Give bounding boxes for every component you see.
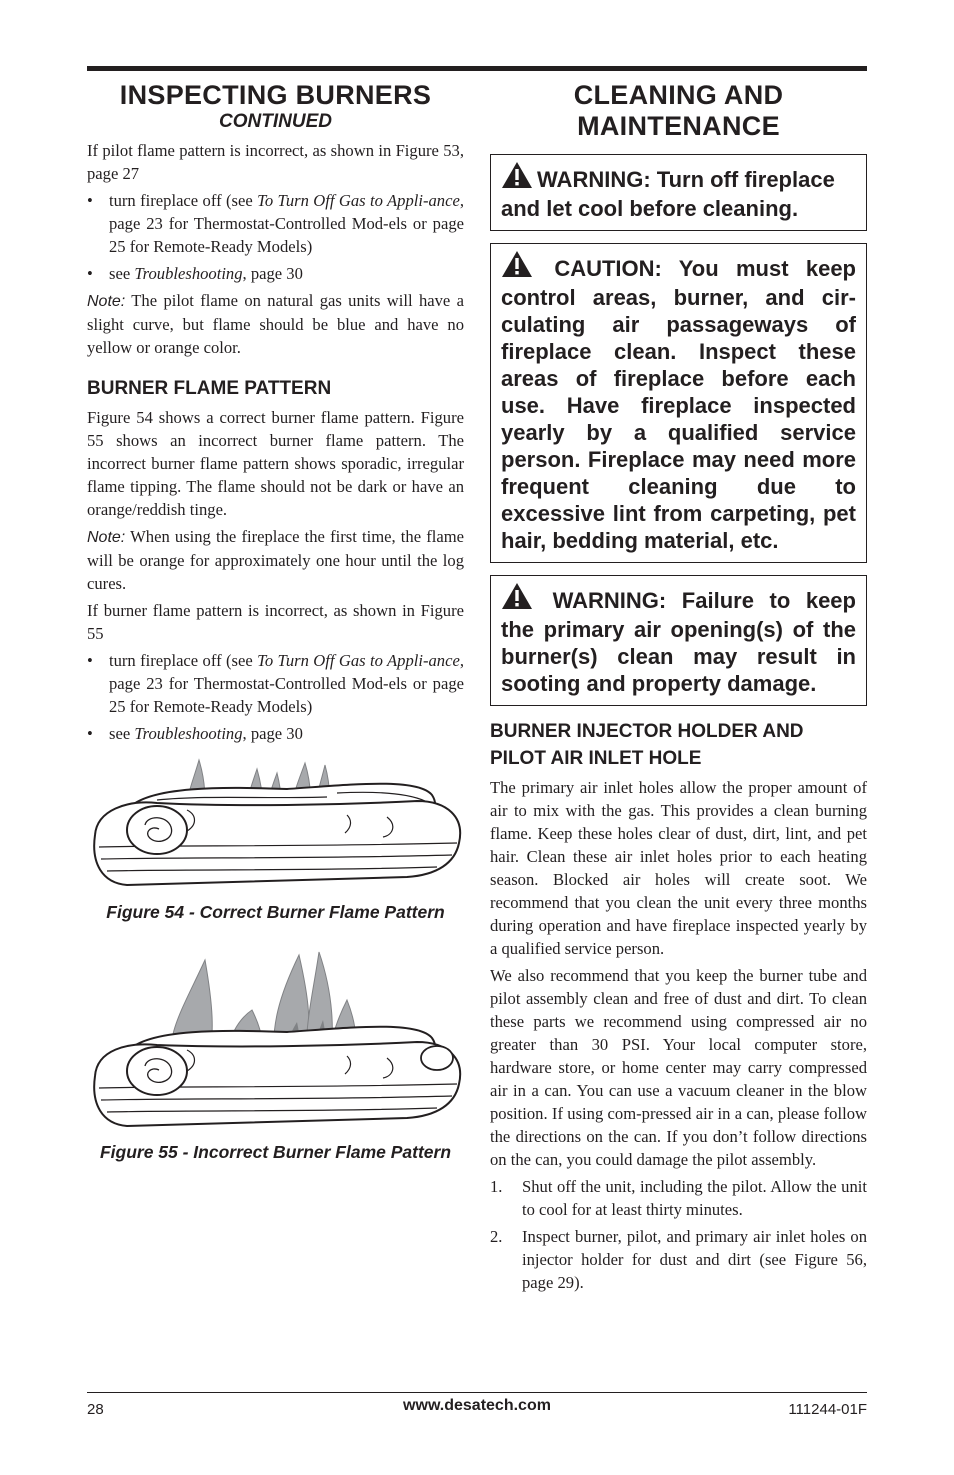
burner-intro: If burner flame pattern is incorrect, as shown in Figure 55	[87, 601, 464, 643]
section-title-cleaning	[490, 80, 867, 142]
warning-triangle-icon	[501, 250, 533, 284]
title-line-2: MAINTENANCE	[577, 111, 780, 141]
list-item: 1. Shut off the unit, including the pilot. Allow the unit to cool for at least thirty minutes.	[490, 1177, 867, 1219]
warning-box-cool	[490, 154, 867, 231]
injector-paragraph-2: We also recommend that you keep the burner tube and pilot assembly clean and free of dust and dirt. To clean these parts we recommend using compressed air no greater than 30 PSI. Your local computer store, hardware store, or home center may carry compressed air in a can. You can use a vacuum cleaner in the blow position. If using com-pressed air in a can, please follow the directions on the can. If you don’t follow directions on the can, you could damage the pilot assembly.	[490, 966, 867, 1169]
heading-burner-flame-pattern: BURNER FLAME PATTERN	[87, 378, 332, 399]
injector-paragraph-1: The primary air inlet holes allow the proper amount of air to mix with the gas. This provides a clean burning flame. Keep these holes clear of dust, dirt, lint, and pet hair. Clean these air inlet holes prior to each heating season. Blocked air holes will create soot. We recommend that you clean the unit every three months during operation and have fireplace inspected yearly by a qualified service person.	[490, 778, 867, 958]
flame-paragraph: Figure 54 shows a correct burner flame pattern. Figure 55 shows an incorrect burner flame pattern. The incorrect burner flame pattern shows sporadic, irregular flame tipping. The flame should not be dark or have an orange/reddish tinge.	[87, 408, 464, 519]
pilot-note: Note: The pilot flame on natural gas units will have a slight curve, but flame should be blue and have no yellow or orange color.	[87, 291, 464, 357]
warning-text-cool: WARNING: Turn off fireplace and let cool before cleaning.	[501, 167, 835, 221]
top-rule	[87, 66, 867, 71]
list-item: • turn fireplace off (see To Turn Off Gas to Appli-ance, page 23 for Thermostat-Controlled Mod-els or page 25 for Remote-Ready Models)	[87, 191, 464, 256]
caution-text: CAUTION: You must keep control areas, burner, and cir-culating air passageways of fireplace clean. Inspect these areas of fireplace before each use. Have fireplace inspected yearly by a qualified service person. Fireplace may need more frequent cleaning due to excessive lint from carpeting, pet hair, bedding material, etc.	[501, 256, 856, 553]
list-item: 2. Inspect burner, pilot, and primary air inlet holes on injector holder for dust and dirt (see Figure 56, page 29).	[490, 1227, 867, 1292]
list-item: • turn fireplace off (see To Turn Off Gas to Appli-ance, page 23 for Thermostat-Controlled Mod-els or page 25 for Remote-Ready Models)	[87, 651, 464, 716]
section-subtitle: CONTINUED	[219, 111, 332, 132]
warning-triangle-icon	[501, 582, 533, 616]
right-column	[490, 80, 867, 1298]
flame-note: Note: When using the fireplace the first time, the flame will be orange for approximately one hour until the log cures.	[87, 527, 464, 593]
heading-burner-injector: BURNER INJECTOR HOLDER AND PILOT AIR INLET HOLE	[490, 721, 804, 769]
figure-54	[87, 755, 464, 924]
document-code: 111244-01F	[788, 1401, 867, 1418]
list-item: • see Troubleshooting, page 30	[87, 264, 303, 283]
left-column	[87, 80, 464, 1164]
cleaning-steps	[490, 1175, 867, 1294]
incorrect-flame-logs-illustration	[87, 950, 464, 1130]
section-title-inspecting-burners: INSPECTING BURNERS	[119, 80, 432, 110]
figure-54-caption: Figure 54 - Correct Burner Flame Pattern	[106, 902, 445, 922]
caution-box	[490, 243, 867, 563]
pilot-bullet-list	[87, 189, 464, 285]
warning-text-sooting: WARNING: Failure to keep the primary air opening(s) of the burner(s) clean may result in sooting and property damage.	[501, 588, 856, 696]
warning-box-sooting	[490, 575, 867, 706]
page-footer	[87, 1392, 867, 1418]
burner-bullet-list	[87, 649, 464, 745]
website-url: www.desatech.com	[403, 1397, 551, 1414]
figure-55	[87, 950, 464, 1164]
page-number: 28	[87, 1401, 104, 1418]
correct-flame-logs-illustration	[87, 755, 464, 890]
warning-triangle-icon	[501, 161, 533, 195]
title-line-1: CLEANING AND	[573, 80, 784, 110]
list-item: • see Troubleshooting, page 30	[87, 724, 303, 743]
pilot-intro: If pilot flame pattern is incorrect, as shown in Figure 53, page 27	[87, 141, 464, 183]
figure-55-caption: Figure 55 - Incorrect Burner Flame Pattern	[99, 1142, 452, 1162]
